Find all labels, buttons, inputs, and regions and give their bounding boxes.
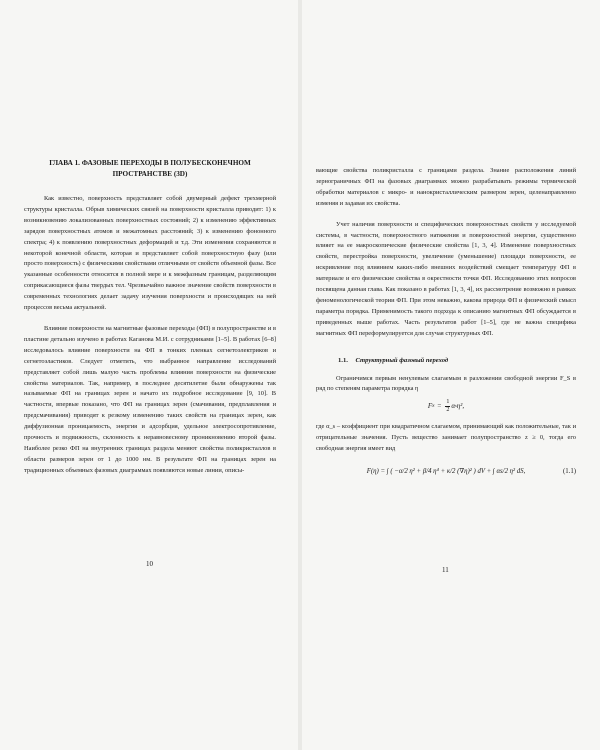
chapter-title-line2: ПРОСТРАНСТВЕ (3D) [112, 170, 188, 178]
formula1-sub: S [432, 403, 435, 409]
chapter-title-line1: ГЛАВА 1. ФАЗОВЫЕ ПЕРЕХОДЫ В ПОЛУБЕСКОНЕЧНОМ [49, 159, 251, 167]
left-paragraph-2: Влияние поверхности на магнитные фазовые переходы (ФП) в полупространстве и в пластине детально изучено в работах Каганова М.И. с сотрудниками [1–5]. В работах [6–8] исследовалось влияние поверхности на ФП в тонких пленках сегнетоэлектриков и сегнетоэластиков. Следует отметить, что выбранное направление исследований представляет собой лишь малую часть проблемы влияния поверхности на физические свойства материалов. Так, например, в последнее десятилетие были обнаружены так называемые ФП на границах зерен и начато их подробное исследование [9, 10]. В частности, впервые показано, что ФП на границах зерен (смачивания, предплавления и предсмачивания) приводят к резкому изменению таких свойств на границах зерен, как диффузионная проницаемость, энергия и адсорбция, удельное электросопротивление, прочность и подвижность, склонность к неравновесному проникновению второй фазы. Наиболее резко ФП на внутренних границах раздела меняют свойства поликристаллов в области размеров зерен от 1 до 1000 нм. В результате ФП на границах зерен на традиционных объемных фазовых диаграммах появляются новые линии, описы- [24, 324, 276, 474]
formula2-number: (1.1) [562, 467, 576, 475]
left-paragraph-1: Как известно, поверхность представляет собой двумерный дефект трехмерной структуры кристалла. Обрыв химических связей на поверхности кристалла приводит: 1) к возникновению локализованных поверхностных состояний; 2) к изменению эффективных зарядов поверхностных атомов и межатомных расстояний; 3) к изменению фононного спектра; 4) к появлению поверхностных деформаций и т.д. Эти изменения сохраняются в некоторой конечной области, которая и представляет собой поверхностную фазу (или просто поверхность) с физическими свойствами отличными от свойств объемной фазы. Все указанные особенности относятся в полной мере и к межфазным границам, разделяющим соприкасающиеся фазы твердых тел. Чрезвычайно важное значение свойств поверхности в современных технологиях делает задачу изучения поверхности и происходящих на ней процессов весьма актуальной. [24, 195, 276, 312]
section-heading [338, 356, 576, 367]
right-page [302, 0, 600, 750]
chapter-title [24, 158, 276, 180]
formula2-text: F(η) = ∫ ( −α/2 η² + β/4 η⁴ + κ/2 (∇η)² ) dV + ∫ αs/2 η² dS, [366, 467, 526, 475]
formula1-fraction [445, 399, 450, 414]
right-page-text [316, 166, 576, 489]
formula1-lhs: F [427, 402, 433, 411]
formula1-rhs-sub: s [455, 403, 457, 409]
right-paragraph-1: вающие свойства поликристалла с границами раздела. Знание расположения линий зернограничных ФП на фазовых диаграммах можно разрабатывать режимы термической обработки материалов с микро- и нанокристаллическим размером зерен, целенаправленно изменяя и задавая их свойства. [316, 167, 576, 207]
formula-surface-energy [316, 399, 576, 414]
formula1-rhs-var: η², [456, 402, 465, 411]
left-page-number: 10 [146, 560, 153, 568]
section-number: 1.1. [338, 356, 348, 364]
right-page-number: 11 [442, 566, 449, 574]
formula1-frac-num: 1 [446, 399, 450, 406]
formula1-frac-den: 2 [446, 407, 450, 414]
left-page [0, 0, 298, 750]
left-page-text [24, 158, 276, 477]
formula1-rhs: α [451, 402, 456, 411]
right-paragraph-3: Ограничимся первым ненулевым слагаемым в разложении свободной энергии F_S в ряд по степеням параметра порядка η [316, 374, 576, 393]
right-paragraph-2: Учет наличия поверхности и специфических поверхностных свойств у исследуемой системы, в частности, поверхностного натяжения и поверхностной энергии, существенно влияет на ее макроскопические физические свойства [1, 3, 4]. Изменение поверхностных свойств, перестройка поверхности, увеличение (уменьшение) площади поверхности, ее искривление под влиянием каких-либо внешних воздействий смещает температуру ФП в материале и его физические свойства в окрестности точки ФП. Исследованию этих вопросов посвящена данная глава. Как показано в работах [1, 3, 4], их рассмотрение возможно в рамках феноменологической теории ФП. При этом неважно, какова природа ФП и физический смысл параметра порядка. Применимость такого подхода к описанию магнитных ФП обсуждается в приведенных выше работах. Часть результатов работ [1–5], где не важна специфика магнитных ФП переформулируется для случая структурных ФП. [316, 220, 576, 337]
formula1-eq: = [437, 402, 442, 411]
formula-free-energy [316, 461, 576, 483]
section-title: Структурный фазовый переход [355, 356, 449, 364]
right-paragraph-4: где α_s – коэффициент при квадратичном слагаемом, принимающий как положительные, так и отрицательные значения. Пусть вещество занимает полупространство z ≥ 0, тогда его свободная энергия имеет вид [316, 423, 576, 453]
